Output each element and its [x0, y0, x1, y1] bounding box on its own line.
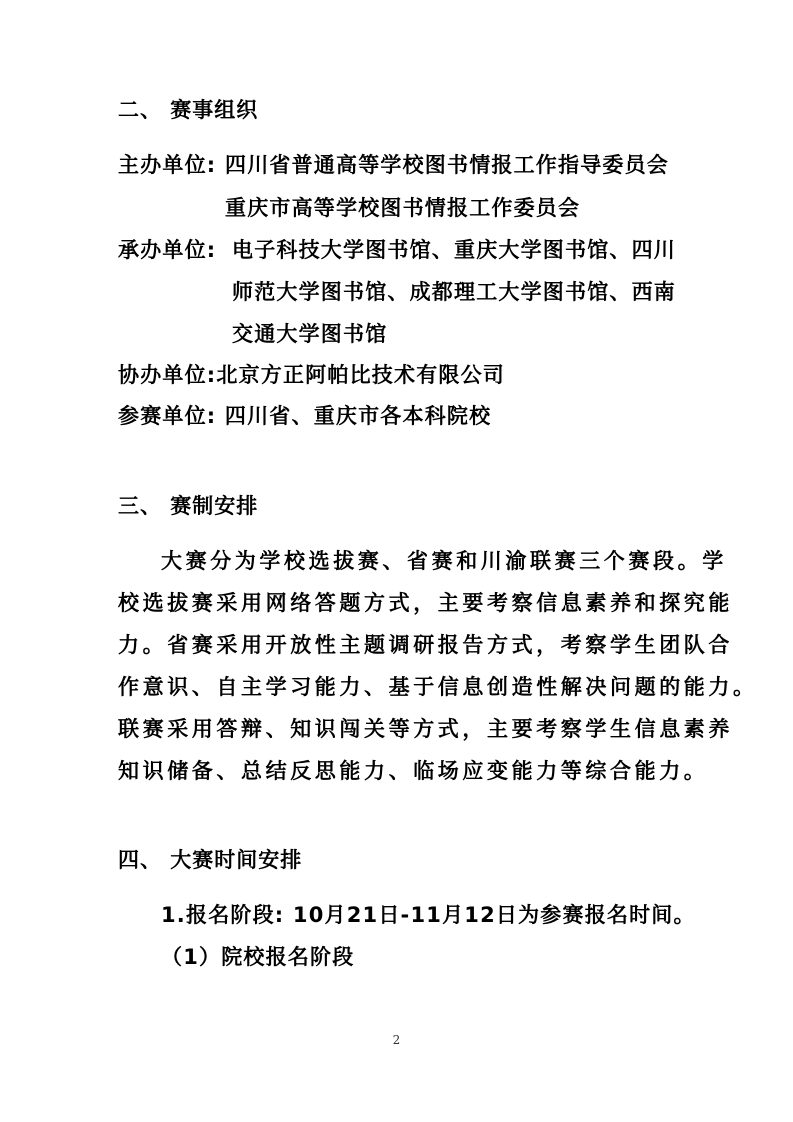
organizer-line-1: 电子科技大学图书馆、重庆大学图书馆、四川	[232, 238, 676, 262]
schedule-item-1-sub: （1）院校报名阶段	[161, 945, 355, 969]
host-line-1: 四川省普通高等学校图书情报工作指导委员会	[225, 153, 669, 177]
paragraph-line-5: 联赛采用答辩、知识闯关等方式，主要考察学生信息素养	[118, 717, 733, 741]
section-3-heading: 三、 赛制安排	[118, 494, 259, 518]
co-organizer-line: 协办单位:北京方正阿帕比技术有限公司	[118, 363, 505, 387]
paragraph-line-2: 校选拔赛采用网络答题方式，主要考察信息素养和探究能	[118, 591, 733, 615]
paragraph-line-3: 力。省赛采用开放性主题调研报告方式，考察学生团队合	[118, 633, 733, 657]
paragraph-line-4: 作意识、自主学习能力、基于信息创造性解决问题的能力。	[118, 675, 758, 699]
organizer-label: 承办单位:	[118, 238, 217, 262]
participants-line: 参赛单位: 四川省、重庆市各本科院校	[118, 404, 492, 428]
section-4-heading: 四、 大赛时间安排	[118, 848, 303, 872]
organizer-line-3: 交通大学图书馆	[232, 322, 388, 346]
organizer-line-2: 师范大学图书馆、成都理工大学图书馆、西南	[232, 280, 676, 304]
host-label: 主办单位:	[118, 153, 217, 177]
host-line-2: 重庆市高等学校图书情报工作委员会	[225, 196, 581, 220]
paragraph-line-1: 大赛分为学校选拔赛、省赛和川渝联赛三个赛段。学	[161, 549, 727, 573]
paragraph-line-6: 知识储备、总结反思能力、临场应变能力等综合能力。	[118, 759, 709, 783]
schedule-item-1: 1.报名阶段: 10月21日-11月12日为参赛报名时间。	[161, 903, 696, 927]
section-2-heading: 二、 赛事组织	[118, 98, 259, 122]
page-number: 2	[392, 1033, 401, 1047]
